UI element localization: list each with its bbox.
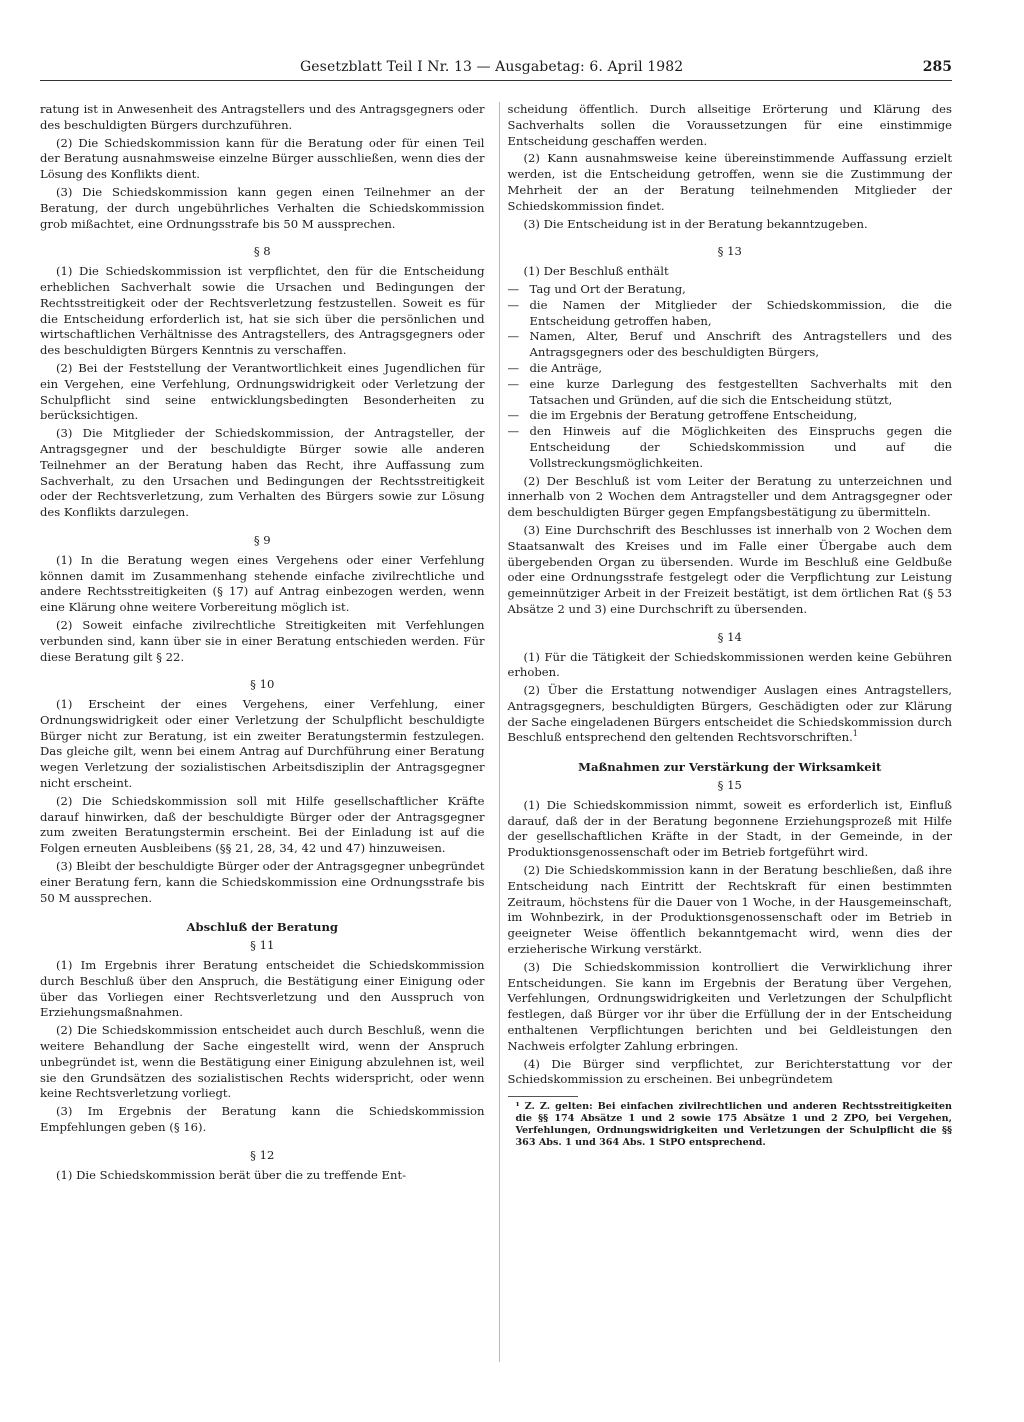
paragraph: (1) In die Beratung wegen eines Vergehens oder einer Verfehlung können damit im Zusammenhang stehende einfache zivilrechtliche und andere Rechtsstreitigkeiten (§ 17) auf Antrag einbezogen werden, wenn eine Klärung ohne weitere Vorbereitung möglich ist. [40,552,485,615]
section-number-15: § 15 [717,778,742,793]
paragraph-text: (2) Über die Erstattung notwendiger Auslagen eines Antragstellers, Antragsgegners, beschuldigten Bürgers, Geschädigten oder zur Klärung der Sache eingeladenen Bürgers entscheidet die Schiedskommission durch Beschluß entsprechend den geltenden Rechtsvorschriften. [507,683,952,745]
list-item: — Namen, Alter, Beruf und Anschrift des Antragstellers und des Antragsgegners oder des beschuldigten Bürgers, [508,329,953,361]
paragraph: (2) Der Beschluß ist vom Leiter der Beratung zu unterzeichnen und innerhalb von 2 Wochen dem Antragsteller und dem Antragsgegner oder dem beschuldigten Bürger gegen Empfangsbestätigung zu übermitteln. [507,473,952,520]
paragraph: (3) Im Ergebnis der Beratung kann die Schiedskommission Empfehlungen geben (§ 16). [40,1104,485,1135]
section-number-11: § 11 [250,938,275,953]
paragraph: (3) Eine Durchschrift des Beschlusses ist innerhalb von 2 Wochen dem Staatsanwalt des Kreises und im Falle einer Übergabe auch dem übergebenden Organ zu übersenden. Wurde im Beschluß eine Geldbuße oder eine Ordnungsstrafe festgelegt oder die Verpflichtung zur Leistung gemeinnütziger Arbeit in der Freizeit bestätigt, ist dem örtlichen Rat (§ 53 Absätze 2 und 3) eine Durchschrift zu übersenden. [507,522,952,616]
footnote: ¹ Z. Z. gelten: Bei einfachen zivilrechtlichen und anderen Rechtsstreitigkeiten die §§ 174 Absätze 1 und 2 sowie 175 Absätze 1 und 2 ZPO, bei Vergehen, Verfehlungen, Ordnungswidrigkeiten und Verletzungen der Schulpflicht die §§ 363 Abs. 1 und 364 Abs. 1 StPO entsprechend. [515,1101,952,1149]
section-number-9: § 9 [253,532,271,547]
paragraph: (3) Die Schiedskommission kontrolliert die Verwirklichung ihrer Entscheidungen. Sie kann im Ergebnis der Beratung über Vergehen, Verfehlungen, Ordnungswidrigkeiten und Verletzungen der Schulpflicht festlegen, daß Bürger vor ihr über die Erfüllung der in der Entscheidung enthaltenen Verpflichtungen berichten und bei Geldleistungen den Nachweis erfolgter Zahlung erbringen. [507,959,952,1053]
list-item: — die Namen der Mitglieder der Schiedskommission, die die Entscheidung getroffen haben, [508,298,953,330]
section-number-10: § 10 [250,677,275,692]
contents-list [508,282,953,472]
paragraph: (4) Die Bürger sind verpflichtet, zur Berichterstattung vor der Schiedskommission zu erscheinen. Bei unbegründetem [507,1056,952,1087]
paragraph: (3) Die Mitglieder der Schiedskommission, der Antragsteller, der Antragsgegner und der beschuldigte Bürger sowie alle anderen Teilnehmer an der Beratung haben das Recht, ihre Auffassung zum Sachverhalt, zu den Ursachen und Bedingungen der Rechtsstreitigkeit oder der Rechtsverletzung, zum Verhalten des Bürgers sowie zur Lösung des Konflikts darzulegen. [40,426,485,520]
heading-massnahmen: Maßnahmen zur Verstärkung der Wirksamkeit [578,760,882,775]
list-item: — die im Ergebnis der Beratung getroffene Entscheidung, [508,408,953,424]
paragraph: (1) Die Schiedskommission ist verpflichtet, den für die Entscheidung erheblichen Sachverhalt sowie die Ursachen und Bedingungen der Rechtsstreitigkeit oder der Rechtsverletzung festzustellen. Soweit es für die Entscheidung erforderlich ist, hat sie sich über die persönlichen und wirtschaftlichen Verhältnisse des Antragstellers, des Antragsgegners oder des beschuldigten Bürgers Kenntnis zu verschaffen. [40,264,485,358]
right-column [499,102,953,1362]
paragraph: (3) Bleibt der beschuldigte Bürger oder der Antragsgegner unbegründet einer Beratung fern, kann die Schiedskommission eine Ordnungsstrafe bis 50 M aussprechen. [40,859,485,905]
header-rule [40,80,952,81]
paragraph: (3) Die Schiedskommission kann gegen einen Teilnehmer an der Beratung, der durch ungebührliches Verhalten die Schiedskommission grob mißachtet, eine Ordnungsstrafe bis 50 M aussprechen. [40,184,485,231]
paragraph: (2) Die Schiedskommission soll mit Hilfe gesellschaftlicher Kräfte darauf hinwirken, daß der beschuldigte Bürger oder der Antragsgegner zum zweiten Beratungstermin erscheint. Bei der Einladung ist auf die Folgen erneuten Ausbleibens (§§ 21, 28, 34, 42 und 47) hinzuweisen. [40,793,485,856]
paragraph: scheidung öffentlich. Durch allseitige Erörterung und Klärung des Sachverhalts sollen die Voraussetzungen für eine einstimmige Entscheidung geschaffen werden. [507,102,952,148]
section-number-13: § 13 [717,244,742,259]
list-item: — den Hinweis auf die Möglichkeiten des Einspruchs gegen die Entscheidung der Schiedskommission und auf die Vollstreckungsmöglichkeiten. [508,424,953,471]
paragraph: (2) Die Schiedskommission kann für die Beratung oder für einen Teil der Beratung ausnahmsweise einzelne Bürger ausschließen, wenn dies der Lösung des Konflikts dient. [40,135,485,182]
paragraph: (2) Soweit einfache zivilrechtliche Streitigkeiten mit Verfehlungen verbunden sind, kann über sie in einer Beratung entschieden werden. Für diese Beratung gilt § 22. [40,617,485,664]
paragraph [508,683,953,746]
paragraph: (2) Die Schiedskommission kann in der Beratung beschließen, daß ihre Entscheidung nach Eintritt der Rechtskraft für einen bestimmten Zeitraum, höchstens für die Dauer von 1 Woche, in der Hausgemeinschaft, im Wohnbezirk, in der Produktionsgenossenschaft oder im Betrieb in geeigneter Weise öffentlich bekanntgemacht wird, wenn dies der erzieherische Wirkung verstärkt. [507,863,952,957]
paragraph: (2) Kann ausnahmsweise keine übereinstimmende Auffassung erzielt werden, ist die Entscheidung getroffen, wenn sie die Zustimmung der Mehrheit der an der Beratung teilnehmenden Mitglieder der Schiedskommission findet. [507,151,952,213]
list-item: — eine kurze Darlegung des festgestellten Sachverhalts mit den Tatsachen und Gründen, auf die sich die Entscheidung stützt, [508,377,953,409]
paragraph: (1) Die Schiedskommission nimmt, soweit es erforderlich ist, Einfluß darauf, daß der in der Beratung begonnene Erziehungsprozeß mit Hilfe der gesellschaftlichen Kräfte in der Stadt, in der Gemeinde, in der Produktionsgenossenschaft oder im Betrieb fortgeführt wird. [507,797,952,860]
paragraph: (2) Die Schiedskommission entscheidet auch durch Beschluß, wenn die weitere Behandlung der Sache eingestellt wird, wenn der Anspruch unbegründet ist, wenn die Bestätigung einer Einigung abzulehnen ist, weil sie den Grundsätzen des sozialistischen Rechts widerspricht, oder wenn keine Rechtsverletzung vorliegt. [40,1023,485,1101]
header-title: Gesetzblatt Teil I Nr. 13 — Ausgabetag: 6. April 1982 [300,59,684,75]
section-number-8: § 8 [253,244,271,259]
paragraph: (1) Die Schiedskommission berät über die zu treffende Ent- [56,1167,407,1182]
paragraph: (1) Im Ergebnis ihrer Beratung entscheidet die Schiedskommission durch Beschluß über den Anspruch, die Bestätigung einer Einigung oder über das Vorliegen einer Rechtsverletzung und den Ausspruch von Erziehungsmaßnahmen. [40,958,485,1020]
list-item: — die Anträge, [508,361,953,377]
paragraph: (1) Für die Tätigkeit der Schiedskommissionen werden keine Gebühren erhoben. [507,649,952,680]
paragraph: (2) Bei der Feststellung der Verantwortlichkeit eines Jugendlichen für ein Vergehen, eine Verfehlung, Ordnungswidrigkeit oder Verletzung der Schulpflicht sind seine entwicklungsbedingten Besonderheiten zu berücksichtigen. [40,360,485,423]
section-number-14: § 14 [717,629,742,644]
page-header [0,60,1024,84]
page-number: 285 [922,59,952,75]
paragraph: (1) Der Beschluß enthält [523,264,669,279]
section-number-12: § 12 [250,1147,275,1162]
paragraph: (3) Die Entscheidung ist in der Beratung bekanntzugeben. [523,216,868,231]
footnote-marker: 1 [852,729,858,739]
list-item: — Tag und Ort der Beratung, [508,282,953,298]
paragraph: (1) Erscheint der eines Vergehens, einer Verfehlung, einer Ordnungswidrigkeit oder einer Verletzung der Schulpflicht beschuldigte Bürger nicht zur Beratung, ist ein zweiter Beratungstermin festzulegen. Das gleiche gilt, wenn bei einem Antrag auf Durchführung einer Beratung wegen Verletzung der sozialistischen Arbeitsdisziplin der Antragsgegner nicht erscheint. [40,697,485,791]
left-column [40,102,485,1362]
paragraph: ratung ist in Anwesenheit des Antragstellers und des Antragsgegners oder des beschuldigten Bürgers durchzuführen. [40,102,485,132]
footnote-rule [508,1096,578,1097]
text-columns [40,102,952,1362]
heading-abschluss: Abschluß der Beratung [186,920,339,935]
